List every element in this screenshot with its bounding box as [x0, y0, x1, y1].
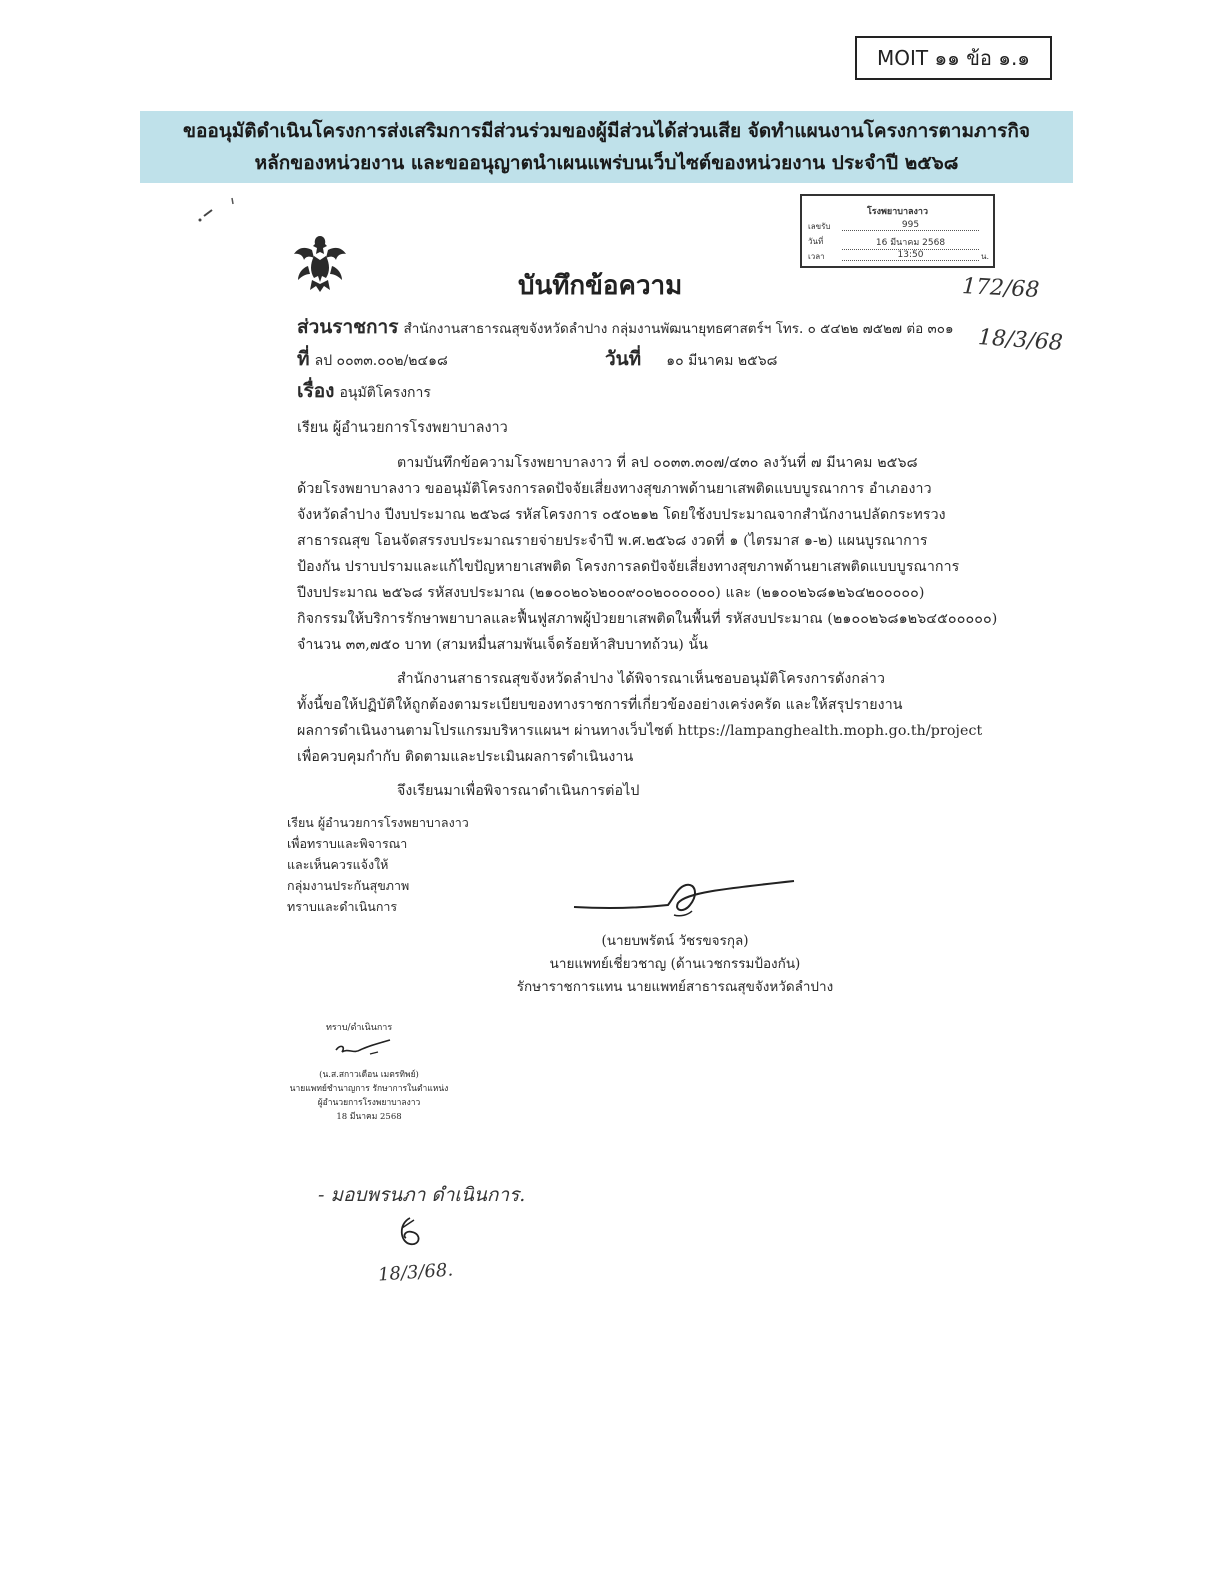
- paragraph-1-line: กิจกรรมให้บริการรักษาพยาบาลและฟื้นฟูสภาพผู้ป่วยยาเสพติดในพื้นที่ รหัสงบประมาณ (๒๑๐๐๒๖๘๑๒๖๔๕๐๐๐๐๐): [297, 611, 998, 627]
- document-number-value: ลป ๐๐๓๓.๐๐๒/๒๔๑๘: [314, 353, 448, 369]
- agency-line: [297, 312, 954, 342]
- routing-note: [287, 812, 469, 917]
- date-value: ๑๐ มีนาคม ๒๕๖๘: [666, 353, 778, 369]
- memo-title: บันทึกข้อความ: [518, 271, 683, 301]
- document-number-line: [297, 344, 448, 374]
- handwritten-initials: [392, 1214, 428, 1252]
- paragraph-1-line: ด้วยโรงพยาบาลงาว ขออนุมัติโครงการลดปัจจัยเสี่ยงทางสุขภาพด้านยาเสพติดแบบบูรณาการ อำเภองาว: [297, 481, 932, 497]
- director-initials: [330, 1036, 400, 1064]
- subject-label: เรื่อง: [297, 380, 335, 402]
- paragraph-1-line: สาธารณสุข โอนจัดสรรงบประมาณรายจ่ายประจำปี พ.ศ.๒๕๖๘ งวดที่ ๑ (ไตรมาส ๑-๒) แผนบูรณาการ: [297, 533, 928, 549]
- stamp-row: [808, 250, 987, 264]
- director-name: (น.ส.สกาวเดือน เมตรทิพย์): [319, 1070, 419, 1080]
- signatory-block: [500, 930, 850, 999]
- header-banner: [140, 111, 1073, 183]
- date-line: [605, 344, 777, 374]
- stamp-title: โรงพยาบาลงาว: [866, 207, 929, 217]
- stamp-row-label: วันที่: [808, 237, 824, 246]
- subject-line: [297, 376, 431, 406]
- routing-line: เพื่อทราบและพิจารณา: [287, 836, 408, 851]
- signatory-acting: รักษาราชการแทน นายแพทย์สาธารณสุขจังหวัดลำปาง: [516, 979, 834, 995]
- subject-value: อนุมัติโครงการ: [339, 385, 431, 401]
- routing-line: และเห็นควรแจ้งให้: [287, 857, 389, 872]
- paragraph-1-line: จังหวัดลำปาง ปีงบประมาณ ๒๕๖๘ รหัสโครงการ ๐๕๐๒๑๒ โดยใช้งบประมาณจากสำนักงานปลัดกระทรวง: [297, 507, 946, 523]
- moit-reference-box: [855, 36, 1052, 80]
- stamp-time-unit: น.: [980, 252, 989, 261]
- document-number-label: ที่: [297, 348, 310, 370]
- scan-speck-marks: [196, 192, 256, 232]
- paragraph-2-line: ทั้งนี้ขอให้ปฏิบัติให้ถูกต้องตามระเบียบของทางราชการที่เกี่ยวข้องอย่างเคร่งครัด และให้สรุปรายงาน: [297, 697, 903, 713]
- director-acting: ผู้อำนวยการโรงพยาบาลงาว: [317, 1098, 421, 1108]
- receipt-stamp: [800, 194, 995, 268]
- moit-reference-text: MOIT ๑๑ ข้อ ๑.๑: [876, 46, 1030, 70]
- header-line-1: ขออนุมัติดำเนินโครงการส่งเสริมการมีส่วนร่วมของผู้มีส่วนได้ส่วนเสีย จัดทำแผนงานโครงการตามภารกิจ: [182, 120, 1031, 142]
- paragraph-1-line: ปีงบประมาณ ๒๕๖๘ รหัสงบประมาณ (๒๑๐๐๒๐๖๒๐๐๙๐๐๒๐๐๐๐๐๐) และ (๒๑๐๐๒๖๘๑๒๖๔๒๐๐๐๐๐): [297, 585, 925, 601]
- salutation: เรียน ผู้อำนวยการโรงพยาบาลงาว: [297, 420, 508, 436]
- director-note-block: [284, 1068, 454, 1124]
- routing-line: เรียน ผู้อำนวยการโรงพยาบาลงาว: [287, 815, 469, 830]
- stamp-row-label: เวลา: [808, 252, 825, 261]
- signatory-position: นายแพทย์เชี่ยวชาญ (ด้านเวชกรรมป้องกัน): [549, 956, 801, 972]
- signature-scribble: [570, 875, 800, 925]
- stamp-row-value: 13:50: [842, 250, 979, 261]
- director-position: นายแพทย์ชำนาญการ รักษาการในตำแหน่ง: [289, 1084, 449, 1094]
- paragraph-1-line: ตามบันทึกข้อความโรงพยาบาลงาว ที่ ลป ๐๐๓๓.๓๐๗/๔๓๐ ลงวันที่ ๗ มีนาคม ๒๕๖๘: [397, 455, 918, 471]
- routing-line: ทราบและดำเนินการ: [287, 899, 398, 914]
- paragraph-2-line: สำนักงานสาธารณสุขจังหวัดลำปาง ได้พิจารณาเห็นชอบอนุมัติโครงการดังกล่าว: [397, 671, 886, 687]
- director-note-heading: ทราบ/ดำเนินการ: [326, 1023, 393, 1033]
- routing-line: กลุ่มงานประกันสุขภาพ: [287, 878, 410, 893]
- handwritten-receive-number: 172/68: [961, 273, 1041, 304]
- handwritten-assignment-date: 18/3/68.: [377, 1259, 454, 1286]
- paragraph-2-line: เพื่อควบคุมกำกับ ติดตามและประเมินผลการดำเนินงาน: [297, 749, 634, 765]
- closing-line: จึงเรียนมาเพื่อพิจารณาดำเนินการต่อไป: [397, 783, 640, 799]
- date-label: วันที่: [605, 348, 642, 370]
- agency-label: ส่วนราชการ: [297, 316, 399, 338]
- stamp-row: [808, 235, 987, 249]
- agency-value: สำนักงานสาธารณสุขจังหวัดลำปาง กลุ่มงานพัฒนายุทธศาสตร์ฯ โทร. ๐ ๕๔๒๒ ๗๕๒๗ ต่อ ๓๐๑: [403, 321, 954, 337]
- stamp-row: [808, 220, 987, 234]
- director-date: 18 มีนาคม 2568: [336, 1112, 402, 1122]
- paragraph-1-line: จำนวน ๓๓,๗๕๐ บาท (สามหมื่นสามพันเจ็ดร้อยห้าสิบบาทถ้วน) นั้น: [297, 637, 709, 653]
- paragraph-1-line: ป้องกัน ปราบปรามและแก้ไขปัญหายาเสพติด โครงการลดปัจจัยเสี่ยงทางสุขภาพด้านยาเสพติดแบบบูรณาการ: [297, 559, 960, 575]
- stamp-row-value: 995: [842, 220, 979, 231]
- stamp-row-value: 16 มีนาคม 2568: [842, 235, 979, 250]
- handwritten-assignment-note: - มอบพรนภา ดำเนินการ.: [318, 1184, 526, 1206]
- handwritten-receive-date: 18/3/68: [977, 325, 1064, 356]
- signatory-name: (นายบพรัตน์ วัชรขจรกุล): [601, 933, 749, 949]
- paragraph-2-line: ผลการดำเนินงานตามโปรแกรมบริหารแผนฯ ผ่านทางเว็บไซต์ https://lampanghealth.moph.go.th/project: [297, 723, 983, 739]
- stamp-row-label: เลขรับ: [808, 222, 831, 231]
- garuda-emblem-icon: [292, 232, 348, 294]
- header-line-2: หลักของหน่วยงาน และขออนุญาตนำเผนแพร่บนเว็บไซต์ของหน่วยงาน ประจำปี ๒๕๖๘: [254, 152, 959, 174]
